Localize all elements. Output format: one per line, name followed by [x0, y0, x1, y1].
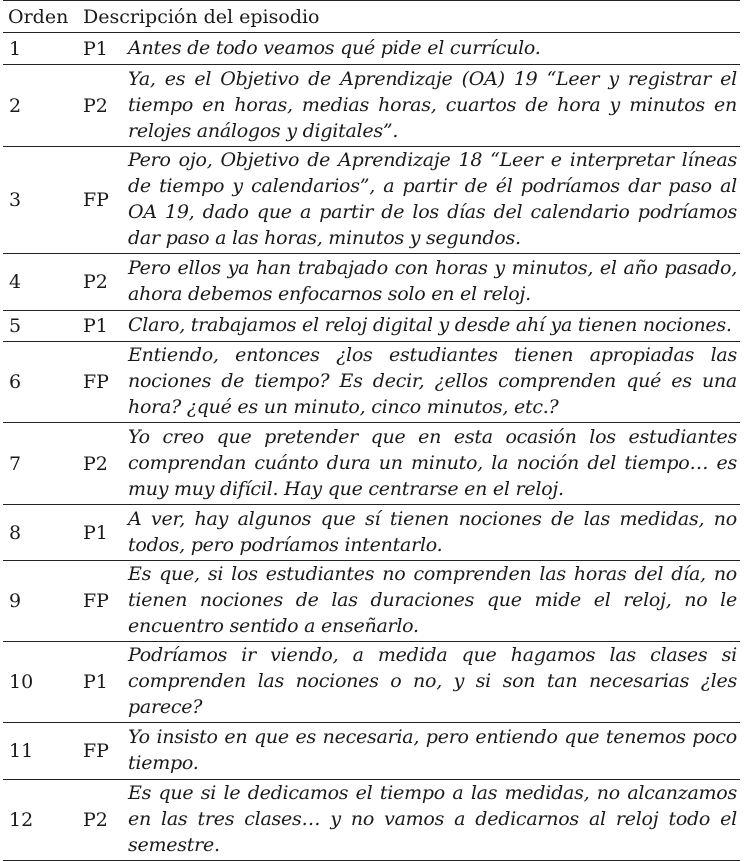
table-row — [3, 65, 740, 147]
row-text: Ya, es el Objetivo de Aprendizaje (OA) 19 “Leer y registrar el tiempo en horas, medias horas, cuartos de hora y minutos en relojes análogos y digitales”. — [123, 65, 740, 147]
row-speaker: P2 — [75, 65, 123, 147]
table-row — [3, 147, 740, 254]
row-text: Es que, si los estudiantes no comprenden las horas del día, no tienen nociones de las duraciones que mide el reloj, no le encuentro sentido a enseñarlo. — [123, 561, 740, 642]
row-text: Yo creo que pretender que en esta ocasión los estudiantes comprendan cuánto dura un minuto, la noción del tiempo… es muy muy difícil. Hay que centrarse en el reloj. — [123, 423, 740, 505]
table-row — [3, 423, 740, 505]
row-text: Entiendo, entonces ¿los estudiantes tienen apropiadas las nociones de tiempo? Es decir, ¿ellos comprenden qué es una hora? ¿qué es un minuto, cinco minutos, etc.? — [123, 342, 740, 423]
row-text: Podríamos ir viendo, a medida que hagamos las clases si comprenden las nociones o no, y si son tan necesarias ¿les parece? — [123, 642, 740, 723]
row-speaker: P1 — [75, 505, 123, 561]
table-row — [3, 33, 740, 65]
row-speaker: P2 — [75, 423, 123, 505]
row-order: 11 — [3, 723, 75, 780]
row-text: Yo insisto en que es necesaria, pero entiendo que tenemos poco tiempo. — [123, 723, 740, 780]
row-order: 4 — [3, 254, 75, 311]
row-order: 2 — [3, 65, 75, 147]
row-order: 8 — [3, 505, 75, 561]
table-row — [3, 505, 740, 561]
row-order: 10 — [3, 642, 75, 723]
row-speaker: P1 — [75, 311, 123, 342]
table-row — [3, 780, 740, 861]
row-speaker: FP — [75, 147, 123, 254]
row-speaker: FP — [75, 342, 123, 423]
row-speaker: P2 — [75, 254, 123, 311]
table-row — [3, 642, 740, 723]
table-row — [3, 561, 740, 642]
row-order: 3 — [3, 147, 75, 254]
table-row — [3, 723, 740, 780]
row-order: 5 — [3, 311, 75, 342]
row-speaker: P2 — [75, 780, 123, 861]
table-row — [3, 342, 740, 423]
row-text: A ver, hay algunos que sí tienen nociones de las medidas, no todos, pero podríamos intentarlo. — [123, 505, 740, 561]
row-text: Claro, trabajamos el reloj digital y desde ahí ya tienen nociones. — [123, 311, 740, 342]
row-order: 7 — [3, 423, 75, 505]
row-order: 12 — [3, 780, 75, 861]
episode-table — [3, 0, 740, 861]
row-speaker: FP — [75, 723, 123, 780]
row-text: Antes de todo veamos qué pide el currículo. — [123, 33, 740, 65]
header-row — [3, 1, 740, 33]
row-order: 6 — [3, 342, 75, 423]
table-row — [3, 311, 740, 342]
row-speaker: P1 — [75, 642, 123, 723]
row-order: 1 — [3, 33, 75, 65]
row-text: Pero ojo, Objetivo de Aprendizaje 18 “Leer e interpretar líneas de tiempo y calendarios”, a partir de él podríamos dar paso al OA 19, dado que a partir de los días del calendario podríamos dar paso a las horas, minutos y segundos. — [123, 147, 740, 254]
row-speaker: P1 — [75, 33, 123, 65]
header-order: Orden — [3, 1, 75, 33]
row-text: Pero ellos ya han trabajado con horas y minutos, el año pasado, ahora debemos enfocarnos solo en el reloj. — [123, 254, 740, 311]
table-body — [3, 33, 740, 861]
row-text: Es que si le dedicamos el tiempo a las medidas, no alcanzamos en las tres clases… y no vamos a dedicarnos al reloj todo el semestre. — [123, 780, 740, 861]
header-description: Descripción del episodio — [75, 1, 740, 33]
row-speaker: FP — [75, 561, 123, 642]
table-row — [3, 254, 740, 311]
row-order: 9 — [3, 561, 75, 642]
